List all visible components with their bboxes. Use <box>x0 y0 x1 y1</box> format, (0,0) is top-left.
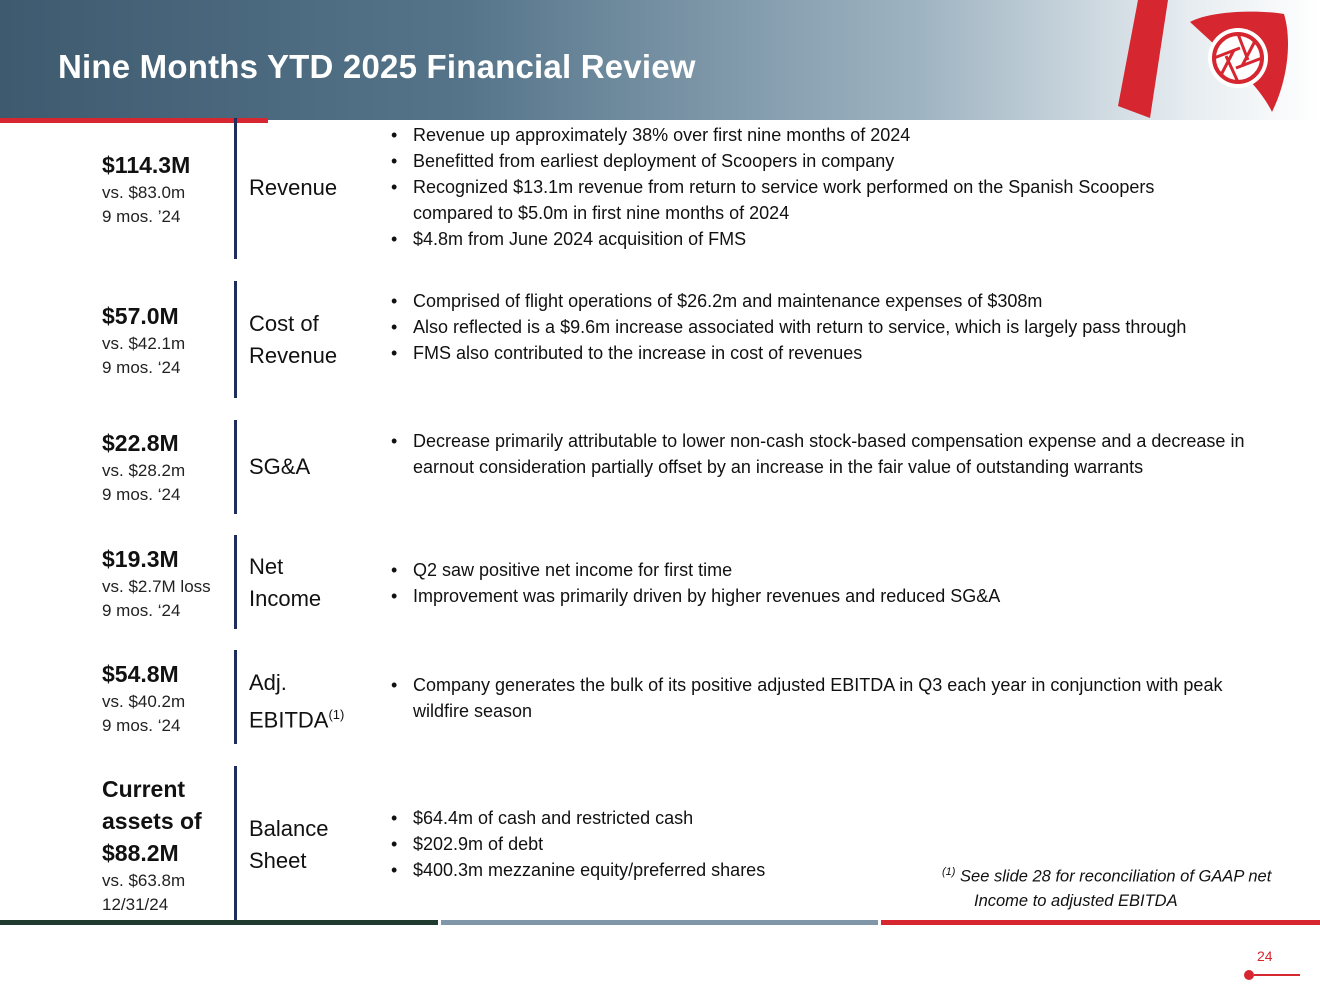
footnote <box>942 860 1271 913</box>
category-label <box>249 813 329 877</box>
metric-compare: vs. $83.0m <box>102 183 186 202</box>
bullet-item: • FMS also contributed to the increase in cost of revenues <box>388 340 1208 366</box>
page-number: 24 <box>1257 948 1273 964</box>
category-label <box>249 551 321 615</box>
page-marker-dot <box>1244 970 1254 980</box>
row-divider <box>234 281 237 398</box>
footer-bar-red <box>881 920 1320 925</box>
bullet-item: • Comprised of flight operations of $26.2m and maintenance expenses of $308m <box>388 288 1208 314</box>
metric-period: 9 mos. ‘24 <box>102 358 181 377</box>
row-divider <box>234 420 237 514</box>
category-line: Sheet <box>249 848 307 873</box>
metric-value: $57.0M <box>102 303 179 329</box>
slide-title: Nine Months YTD 2025 Financial Review <box>58 48 696 85</box>
sga-metric <box>102 427 185 507</box>
category-label: Cost of Revenue <box>249 311 338 368</box>
metric-value: $114.3M <box>102 152 191 178</box>
bullet-item: • Improvement was primarily driven by higher revenues and reduced SG&A <box>388 583 1248 609</box>
page-marker-line <box>1254 974 1300 976</box>
metric-period: 9 mos. ’24 <box>102 207 181 226</box>
category-label <box>249 667 344 736</box>
metric-value: $54.8M <box>102 661 179 687</box>
balance-metric <box>102 773 202 917</box>
metric-value: $19.3M <box>102 546 179 572</box>
footnote-marker: (1) <box>942 866 956 878</box>
metric-period: 9 mos. ‘24 <box>102 485 181 504</box>
metric-compare: vs. $40.2m <box>102 692 186 711</box>
metric-period: 9 mos. ‘24 <box>102 601 181 620</box>
bullet-item: • $400.3m mezzanine equity/preferred shares <box>388 857 908 883</box>
bullet-item: • Decrease primarily attributable to lower non-cash stock-based compensation expense and a decrease in earnout consideration partially offset by an increase in the fair value of outstanding warrants <box>388 428 1248 480</box>
header-accent-bar <box>0 118 268 123</box>
bullet-item: • Q2 saw positive net income for first time <box>388 557 1248 583</box>
cost-metric <box>102 300 185 380</box>
category-line: Net <box>249 554 284 579</box>
footer-bar-dark <box>0 920 438 925</box>
category-line: Income <box>249 586 322 611</box>
category-line: Balance <box>249 816 329 841</box>
footnote-text: See slide 28 for reconciliation of GAAP net <box>960 867 1272 886</box>
bullet-list <box>388 288 1208 366</box>
row-divider <box>234 766 237 920</box>
metric-compare: vs. $2.7M loss <box>102 577 211 596</box>
metric-line: assets of <box>102 808 202 834</box>
category-text: EBITDA <box>249 707 329 733</box>
metric-value: $22.8M <box>102 430 179 456</box>
metric-compare: vs. $42.1m <box>102 334 186 353</box>
bullet-list <box>388 122 1168 252</box>
bullet-item: • Benefitted from earliest deployment of Scoopers in company <box>388 148 1168 174</box>
row-divider <box>234 535 237 629</box>
footnote-marker: (1) <box>328 707 345 722</box>
net-income-metric <box>102 543 211 623</box>
metric-value: $88.2M <box>102 840 179 866</box>
bullet-item: • $202.9m of debt <box>388 831 908 857</box>
category-line <box>249 699 344 736</box>
row-divider <box>234 118 237 259</box>
category-label: Revenue <box>249 175 338 200</box>
revenue-metric <box>102 149 190 229</box>
row-divider <box>234 650 237 744</box>
bullet-list <box>388 428 1248 480</box>
category-label: SG&A <box>249 454 311 479</box>
metric-line: Current <box>102 776 186 802</box>
category-line: Adj. <box>249 670 287 695</box>
bullet-item: • $64.4m of cash and restricted cash <box>388 805 908 831</box>
bullet-item: • Revenue up approximately 38% over first nine months of 2024 <box>388 122 1168 148</box>
footnote-line-2: Income to adjusted EBITDA <box>974 891 1178 910</box>
footnote-line-1 <box>942 860 1271 889</box>
footer-bar-gray <box>441 920 878 925</box>
bullet-list <box>388 805 908 883</box>
metric-period: 12/31/24 <box>102 895 169 914</box>
bullet-item: • Also reflected is a $9.6m increase associated with return to service, which is largely pass through <box>388 314 1208 340</box>
bullet-list <box>388 557 1248 609</box>
bullet-list <box>388 672 1248 724</box>
bullet-item: • Company generates the bulk of its positive adjusted EBITDA in Q3 each year in conjunction with peak wildfire season <box>388 672 1248 724</box>
bullet-item: • $4.8m from June 2024 acquisition of FMS <box>388 226 1168 252</box>
aperture-shield-logo-icon <box>1112 0 1320 120</box>
bullet-item: • Recognized $13.1m revenue from return to service work performed on the Spanish Scoopers compared to $5.0m in first nine months of 2024 <box>388 174 1168 226</box>
metric-period: 9 mos. ‘24 <box>102 716 181 735</box>
metric-compare: vs. $63.8m <box>102 871 186 890</box>
ebitda-metric <box>102 658 185 738</box>
metric-compare: vs. $28.2m <box>102 461 186 480</box>
